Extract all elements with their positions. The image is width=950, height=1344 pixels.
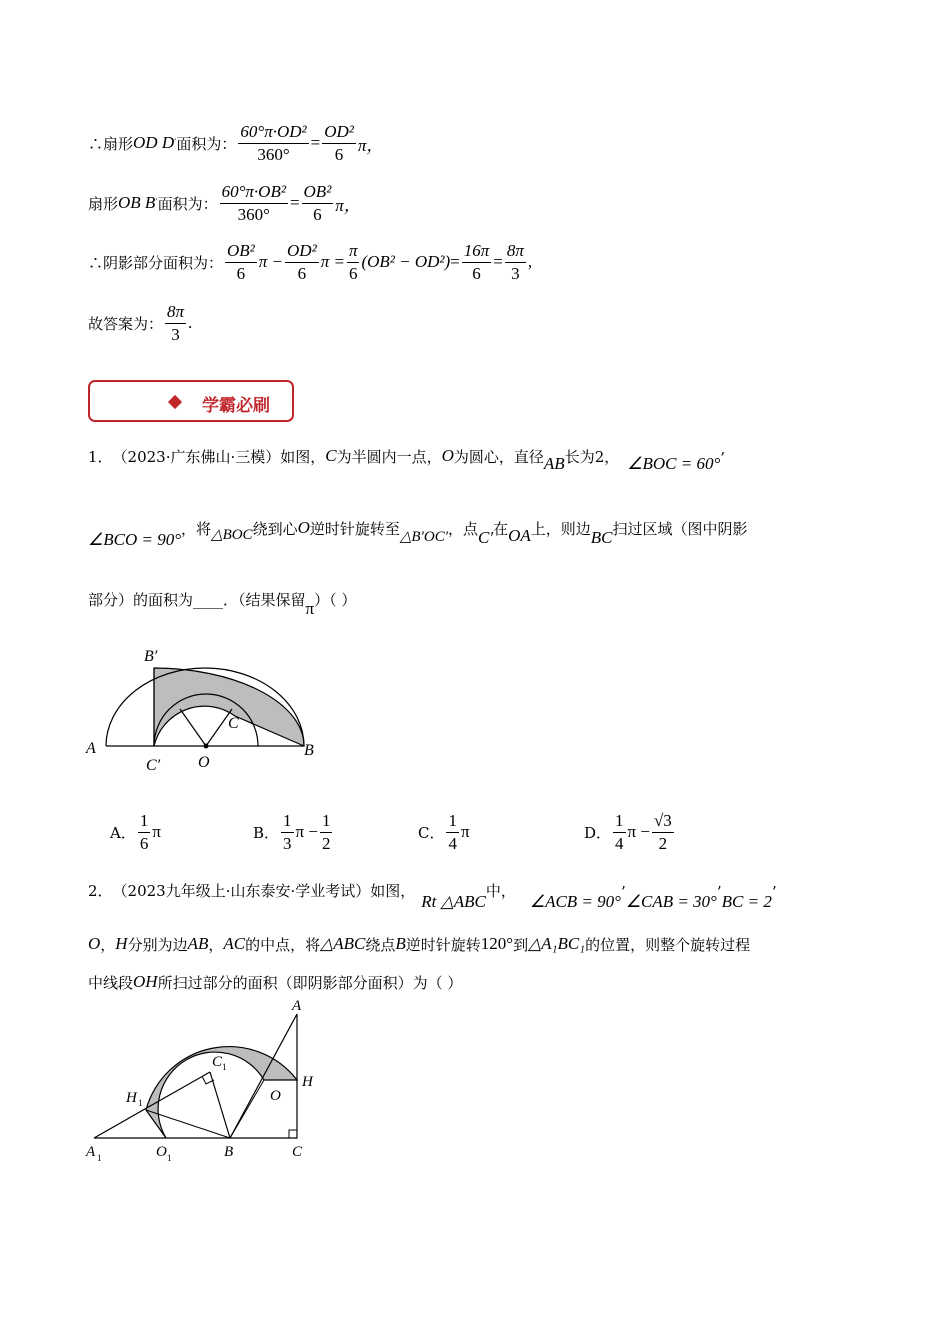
fraction: $\frac{\text{60°π·OB²}}{360^\circ}$ xyxy=(221,181,286,224)
q1-shaded-sweep xyxy=(154,668,304,746)
q1-label-cprime: C′ xyxy=(146,757,161,774)
q1-line-1: 1． （2023·广东佛山·三模）如图， C 为半圆内一点， O 为圆心，直径 AB 长为2， ∠BOC = 60° ’ xyxy=(88,446,726,473)
q2-label-o: O xyxy=(270,1088,281,1104)
answer-fraction: $\frac{8\pi}{3}$ xyxy=(167,301,185,344)
section-badge xyxy=(88,380,294,422)
fraction: $\frac{\text{OD²}}{6}$ xyxy=(324,121,354,164)
q1-line-2: ∠BCO = 90° ，将 △BOC 绕到心 O 逆时针旋转至 △B′OC′ ，点 C′ 在 OA 上，则边 BC 扫过区域（图中阴影 xyxy=(88,518,748,549)
solution-line-3: ∴阴影部分面积为： $\frac{\text{OB²}}{6}$ π − $\frac{\text{OD²}}{6}$ π = $\frac{\pi}{6}$ (OB² − OD²) = $\frac{16\pi}{6}$ = $\frac{8\pi}{3}$ , xyxy=(88,240,533,283)
fraction: $\frac{8\pi}{3}$ xyxy=(506,240,524,283)
area-label: 面积为： xyxy=(176,134,237,153)
fraction: $\frac{\text{OB²}}{6}$ xyxy=(303,181,332,224)
q1-number: 1． xyxy=(88,447,113,466)
q1-option-c[interactable]: C． $\frac{1}{4}$ π xyxy=(418,810,470,853)
q2-label-c: C xyxy=(292,1144,303,1160)
fraction: $\frac{\text{OD²}}{6}$ xyxy=(287,240,317,283)
q1-option-a[interactable]: A． $\frac{1}{6}$ π xyxy=(110,810,161,853)
fraction: $\frac{\text{OB²}}{6}$ xyxy=(227,240,255,283)
q2-line-1: 2． （2023九年级上·山东泰安·学业考试）如图， Rt △ABC 中， ∠ACB = 90° ’ ∠CAB = 30° ’ BC = 2 ’ xyxy=(88,881,777,911)
q1-option-d[interactable]: D． $\frac{1}{4}$ π − $\frac{√3}{2}$ xyxy=(584,810,672,853)
q2-label-h: H xyxy=(302,1074,313,1090)
q1-segment-ocp xyxy=(180,709,206,746)
fraction: $\frac{1}{6}$ xyxy=(139,810,149,853)
fraction: $\frac{1}{2}$ xyxy=(321,810,331,853)
fraction: $\frac{√3}{2}$ xyxy=(653,810,672,853)
q1-center-o xyxy=(204,744,209,749)
q1-line-3: 部分）的面积为____．（结果保留 π ）（ ） xyxy=(88,590,357,618)
q1-label-c: C xyxy=(228,715,239,732)
q1-label-bprime: B′ xyxy=(144,648,158,665)
q2-figure xyxy=(80,1000,340,1170)
fraction: $\frac{1}{4}$ xyxy=(448,810,457,853)
solution-line-1: ∴扇形 OD D ′ 面积为： $\frac{\text{60°π·OD²}}{360^\circ}$ = $\frac{\text{OD²}}{6}$ π， xyxy=(88,121,384,164)
q2-label-h1-sub: 1 xyxy=(138,1098,143,1108)
q2-label-a1: A xyxy=(86,1144,96,1160)
q2-label-c1-sub: 1 xyxy=(222,1062,227,1072)
q1-label-a: A xyxy=(86,740,96,757)
q2-line-3: 中线段 OH 所扫过部分的面积（即阴影部分面积）为（ ） xyxy=(88,972,463,992)
sector-obb-name: OB B xyxy=(118,193,156,212)
q2-label-h1: H xyxy=(126,1090,137,1106)
fraction: $\frac{1}{3}$ xyxy=(283,810,292,853)
solution-line-2: 扇形 OB B ′ 面积为： $\frac{\text{60°π·OB²}}{360^\circ}$ = $\frac{\text{OB²}}{6}$ π， xyxy=(88,181,361,224)
q1-label-b: B xyxy=(304,742,314,759)
q2-segment-a1c1 xyxy=(94,1072,210,1138)
q2-label-a: A xyxy=(292,1000,302,1014)
section-badge-label: 学霸必刷 xyxy=(202,396,270,416)
q1-option-b[interactable]: B． $\frac{1}{3}$ π − $\frac{1}{2}$ xyxy=(253,810,331,853)
q2-line-2: O ， H 分别为边 AB ， AC 的中点，将 △ABC 绕点 B 逆时针旋转 120° 到 △A₁BC₁ 的位置，则整个旋转过程 xyxy=(88,934,751,954)
q2-label-b: B xyxy=(224,1144,234,1160)
q2-label-a1-sub: 1 xyxy=(97,1153,102,1163)
q2-label-o1-sub: 1 xyxy=(167,1153,172,1163)
sector-odd-name: OD D xyxy=(133,133,175,152)
q2-label-c1: C xyxy=(212,1054,223,1070)
answer-line: 故答案为： $\frac{8\pi}{3}$ . xyxy=(88,301,193,344)
q1-figure xyxy=(80,635,340,780)
q1-label-o: O xyxy=(198,754,210,771)
therefore-sector-label: ∴扇形 xyxy=(88,134,134,153)
q2-label-o1: O xyxy=(156,1144,167,1160)
q2-right-angle-c xyxy=(289,1130,297,1138)
fraction: $\frac{\pi}{6}$ xyxy=(348,240,358,283)
fraction: $\frac{1}{4}$ xyxy=(615,810,624,853)
fraction: $\frac{16\pi}{6}$ xyxy=(463,240,490,283)
q2-number: 2． xyxy=(88,881,113,900)
fraction: $\frac{\text{60°π·OD²}}{360^\circ}$ xyxy=(240,121,307,164)
q2-segment-bc1 xyxy=(210,1072,230,1138)
q2-segment-bo xyxy=(230,1080,264,1138)
diamond-icon xyxy=(168,395,182,409)
